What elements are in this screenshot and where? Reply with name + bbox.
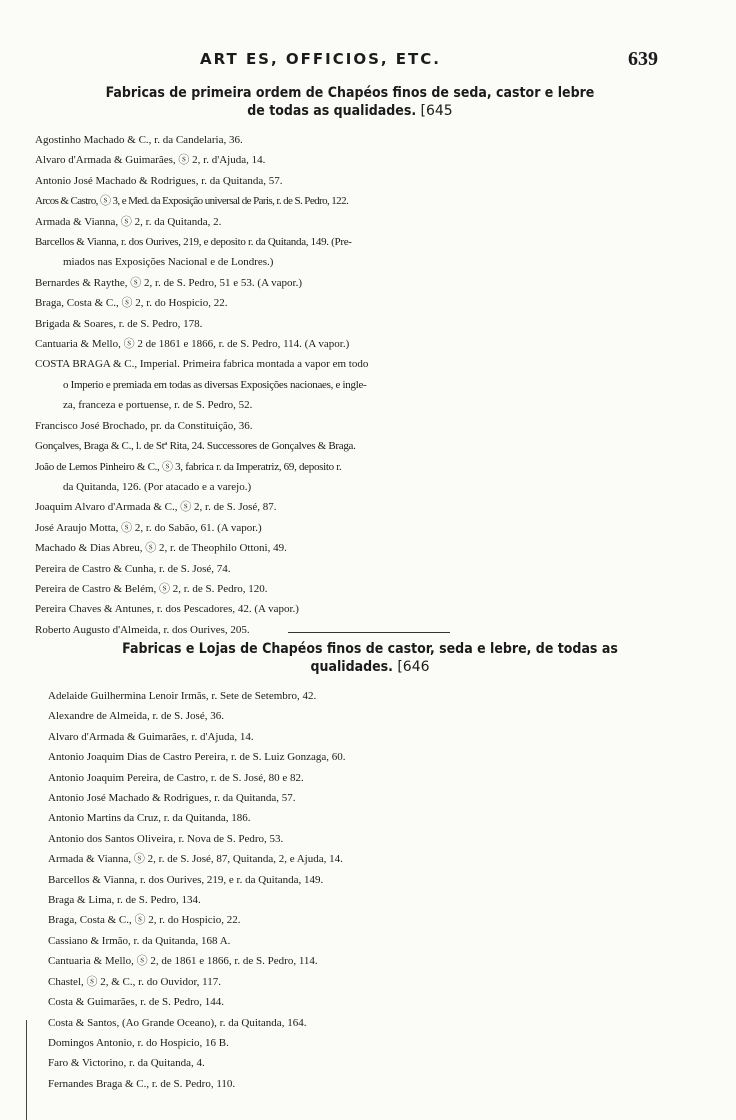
list-item: Antonio Martins da Cruz, r. da Quitanda, 186. [48, 812, 251, 825]
list-item: Antonio dos Santos Oliveira, r. Nova de S. Pedro, 53. [48, 832, 284, 845]
section-divider [288, 632, 450, 633]
entry-list-646 [0, 686, 736, 1094]
list-item: Alvaro d'Armada & Guimarães, r. d'Ajuda, 14. [48, 730, 254, 743]
list-item: Pereira de Castro & Belém, ⓢ 2, r. de S. Pedro, 120. [35, 582, 268, 595]
list-item: Joaquim Alvaro d'Armada & C., ⓢ 2, r. de S. José, 87. [35, 501, 277, 514]
heading-line-2 [60, 658, 680, 676]
list-item: Machado & Dias Abreu, ⓢ 2, r. de Theophilo Ottoni, 49. [35, 542, 287, 555]
list-item: Cantuaria & Mello, ⓢ 2 de 1861 e 1866, r. de S. Pedro, 114. (A vapor.) [35, 338, 350, 351]
list-item: Alexandre de Almeida, r. de S. José, 36. [48, 710, 224, 723]
list-item: Arcos & Castro, ⓢ 3, e Med. da Exposição universal de Paris, r. de S. Pedro, 122. [35, 195, 349, 208]
list-item: Agostinho Machado & C., r. da Candelaria, 36. [35, 134, 243, 146]
list-item: Adelaide Guilhermina Lenoir Irmãs, r. Sete de Setembro, 42. [48, 690, 317, 702]
list-item: Armada & Vianna, ⓢ 2, r. de S. José, 87, Quitanda, 2, e Ajuda, 14. [48, 853, 343, 866]
list-item: Antonio José Machado & Rodrigues, r. da Quitanda, 57. [48, 792, 296, 805]
page-header [0, 50, 736, 74]
list-item: Braga, Costa & C., ⓢ 2, r. do Hospicio, 22. [48, 914, 241, 927]
heading-line-2 [40, 102, 660, 120]
list-item: Fernandes Braga & C., r. de S. Pedro, 110. [48, 1077, 236, 1090]
list-item: Braga & Lima, r. de S. Pedro, 134. [48, 894, 201, 907]
list-item-continuation: za, franceza e portuense, r. de S. Pedro, 52. [63, 399, 253, 412]
list-item: Pereira Chaves & Antunes, r. dos Pescadores, 42. (A vapor.) [35, 603, 299, 616]
heading-line-1: Fabricas e Lojas de Chapéos finos de castor, seda e lebre, de todas as [122, 641, 618, 657]
list-item: Armada & Vianna, ⓢ 2, r. da Quitanda, 2. [35, 215, 222, 228]
list-item: Antonio Joaquim Pereira, de Castro, r. de S. José, 80 e 82. [48, 771, 304, 784]
list-item: Costa & Santos, (Ao Grande Oceano), r. da Quitanda, 164. [48, 1016, 307, 1029]
list-item-continuation: da Quitanda, 126. (Por atacado e a varejo.) [63, 480, 252, 493]
list-item: Alvaro d'Armada & Guimarães, ⓢ 2, r. d'Ajuda, 14. [35, 154, 266, 167]
list-item: Antonio José Machado & Rodrigues, r. da Quitanda, 57. [35, 174, 283, 187]
list-item-continuation: miados nas Exposições Nacional e de Londres.) [63, 256, 274, 269]
list-item: Pereira de Castro & Cunha, r. de S. José, 74. [35, 562, 231, 575]
list-item: Antonio Joaquim Dias de Castro Pereira, r. de S. Luiz Gonzaga, 60. [48, 751, 346, 764]
list-item: COSTA BRAGA & C., Imperial. Primeira fabrica montada a vapor em todo [35, 358, 369, 371]
entry-list-645 [0, 130, 736, 640]
heading-line-1: Fabricas de primeira ordem de Chapéos finos de seda, castor e lebre [105, 85, 595, 101]
list-item: Domingos Antonio, r. do Hospicio, 16 B. [48, 1036, 229, 1049]
list-item-continuation: o Imperio e premiada em todas as diversas Exposições nacionaes, e ingle- [63, 378, 367, 391]
section-code: [646 [397, 659, 430, 675]
list-item: Barcellos & Vianna, r. dos Ourives, 219, e r. da Quitanda, 149. [48, 873, 324, 886]
list-item: Cassiano & Irmão, r. da Quitanda, 168 A. [48, 934, 231, 947]
list-item: Cantuaria & Mello, ⓢ 2, de 1861 e 1866, r. de S. Pedro, 114. [48, 955, 318, 968]
section-heading-645 [40, 84, 660, 120]
heading-line-2-text: qualidades. [310, 659, 393, 675]
running-title: ART ES, OFFICIOS, ETC. [200, 50, 441, 68]
list-item: José Araujo Motta, ⓢ 2, r. do Sabão, 61. (A vapor.) [35, 521, 262, 534]
section-code: [645 [420, 103, 453, 119]
list-item: Francisco José Brochado, pr. da Constituição, 36. [35, 419, 253, 432]
section-heading-646 [60, 640, 680, 676]
list-item: Braga, Costa & C., ⓢ 2, r. do Hospicio, 22. [35, 297, 228, 310]
list-item: Barcellos & Vianna, r. dos Ourives, 219, e deposito r. da Quitanda, 149. (Pre- [35, 236, 352, 249]
list-item: Bernardes & Raythe, ⓢ 2, r. de S. Pedro, 51 e 53. (A vapor.) [35, 276, 303, 289]
page-number: 639 [628, 48, 658, 70]
list-item: Roberto Augusto d'Almeida, r. dos Ourives, 205. [35, 623, 250, 636]
margin-rule [26, 1020, 27, 1120]
list-item: Chastel, ⓢ 2, & C., r. do Ouvidor, 117. [48, 975, 222, 988]
list-item: Costa & Guimarães, r. de S. Pedro, 144. [48, 996, 224, 1009]
list-item: Gonçalves, Braga & C., l. de Stª Rita, 24. Successores de Gonçalves & Braga. [35, 440, 356, 453]
list-item: Brigada & Soares, r. de S. Pedro, 178. [35, 317, 203, 330]
list-item: João de Lemos Pinheiro & C., ⓢ 3, fabrica r. da Imperatriz, 69, deposito r. [35, 460, 342, 473]
list-item: Faro & Victorino, r. da Quitanda, 4. [48, 1057, 205, 1070]
heading-line-2-text: de todas as qualidades. [247, 103, 417, 119]
